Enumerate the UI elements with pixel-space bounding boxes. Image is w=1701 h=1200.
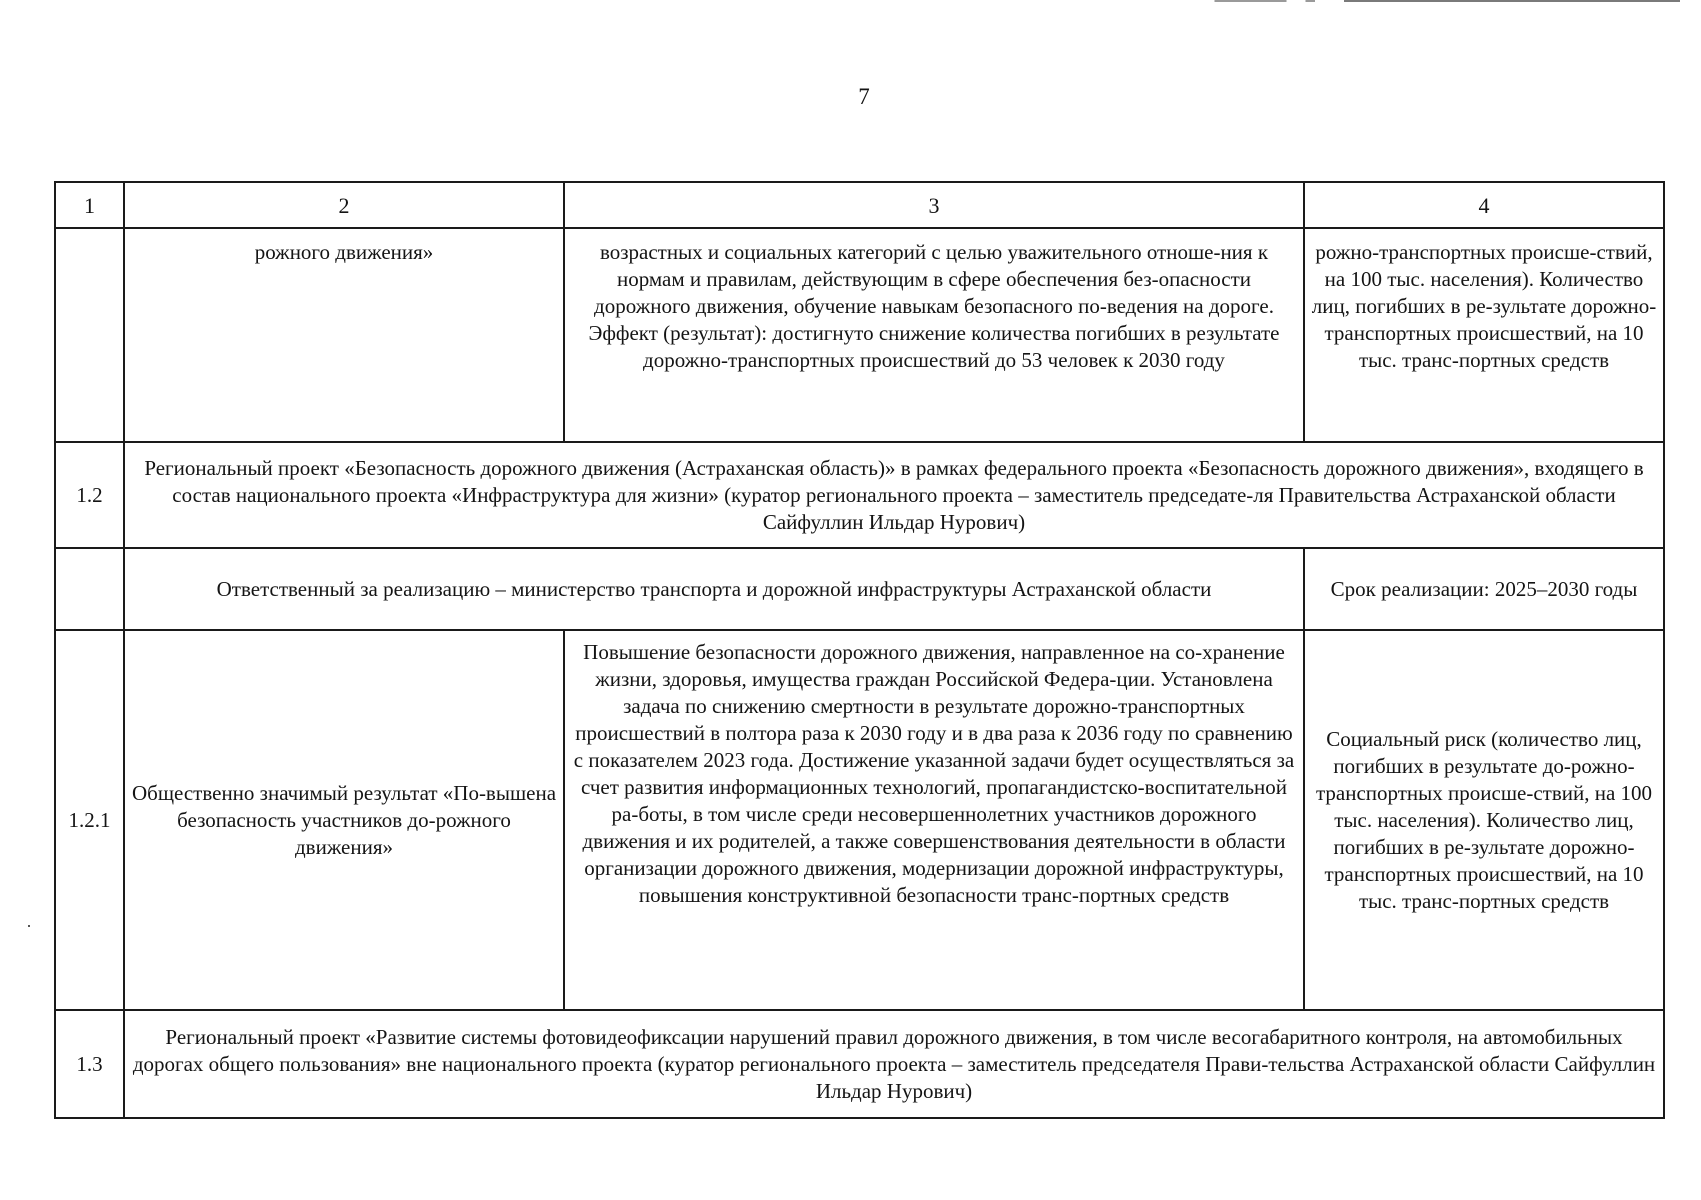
- row-number: 1.3: [55, 1010, 124, 1118]
- result-name-cell: рожного движения»: [124, 228, 564, 442]
- row-number: 1.2: [55, 442, 124, 548]
- description-cell: возрастных и социальных категорий с целью уважительного отноше-ния к нормам и правилам, действующим в сфере обеспечения без-опасности дорожного движения, обучение навыкам безопасного по-ведения на дороге. Эффект (результат): достигнуто снижение количества погибших в результате дорожно-транспортных происшествий до 53 человек к 2030 году: [564, 228, 1304, 442]
- row-number: 1.2.1: [55, 630, 124, 1010]
- table-row-1-3: [55, 1010, 1664, 1118]
- table-row-continued: [55, 228, 1664, 442]
- row-number: [55, 548, 124, 630]
- header-col-4: 4: [1304, 182, 1664, 228]
- top-edge-rule: [1200, 0, 1680, 2]
- result-name-cell: Общественно значимый результат «По-вышена безопасность участников до-рожного движения»: [124, 630, 564, 1010]
- responsible-cell: Ответственный за реализацию – министерство транспорта и дорожной инфраструктуры Астраханской области: [124, 548, 1304, 630]
- program-table: [54, 181, 1665, 1119]
- header-col-3: 3: [564, 182, 1304, 228]
- table-row-responsible: [55, 548, 1664, 630]
- header-row: [55, 182, 1664, 228]
- scan-speck: [28, 925, 30, 927]
- indicators-cell: рожно-транспортных происше-ствий, на 100 тыс. населения). Количество лиц, погибших в ре-зультате дорожно-транспортных происшествий, на 10 тыс. транс-портных средств: [1304, 228, 1664, 442]
- header-col-1: 1: [55, 182, 124, 228]
- indicators-cell: Социальный риск (количество лиц, погибших в результате до-рожно-транспортных происше-ствий, на 100 тыс. населения). Количество лиц, погибших в ре-зультате дорожно-транспортных происшествий, на 10 тыс. транс-портных средств: [1304, 630, 1664, 1010]
- project-title-cell: Региональный проект «Развитие системы фотовидеофиксации нарушений правил дорожного движения, в том числе весогабаритного контроля, на автомобильных дорогах общего пользования» вне национального проекта (куратор регионального проекта – заместитель председателя Прави-тельства Астраханской области Сайфуллин Ильдар Нурович): [124, 1010, 1664, 1118]
- term-cell: Срок реализации: 2025–2030 годы: [1304, 548, 1664, 630]
- project-title-cell: Региональный проект «Безопасность дорожного движения (Астраханская область)» в рамках федерального проекта «Безопасность дорожного движения», входящего в состав национального проекта «Инфраструктура для жизни» (куратор регионального проекта – заместитель председате-ля Правительства Астраханской области Сайфуллин Ильдар Нурович): [124, 442, 1664, 548]
- table-row-1-2: [55, 442, 1664, 548]
- description-cell: Повышение безопасности дорожного движения, направленное на со-хранение жизни, здоровья, имущества граждан Российской Федера-ции. Установлена задача по снижению смертности в результате дорожно-транспортных происшествий в полтора раза к 2030 году и в два раза к 2036 году по сравнению с показателем 2023 года. Достижение указанной задачи будет осуществляться за счет развития информационных технологий, пропагандистско-воспитательной ра-боты, в том числе среди несовершеннолетних участников дорожного движения и их родителей, а также совершенствования деятельности в области организации дорожного движения, модернизации дорожной инфраструктуры, повышения конструктивной безопасности транс-портных средств: [564, 630, 1304, 1010]
- row-number: [55, 228, 124, 442]
- page-number: 7: [858, 84, 870, 109]
- header-col-2: 2: [124, 182, 564, 228]
- table-row-1-2-1: [55, 630, 1664, 1010]
